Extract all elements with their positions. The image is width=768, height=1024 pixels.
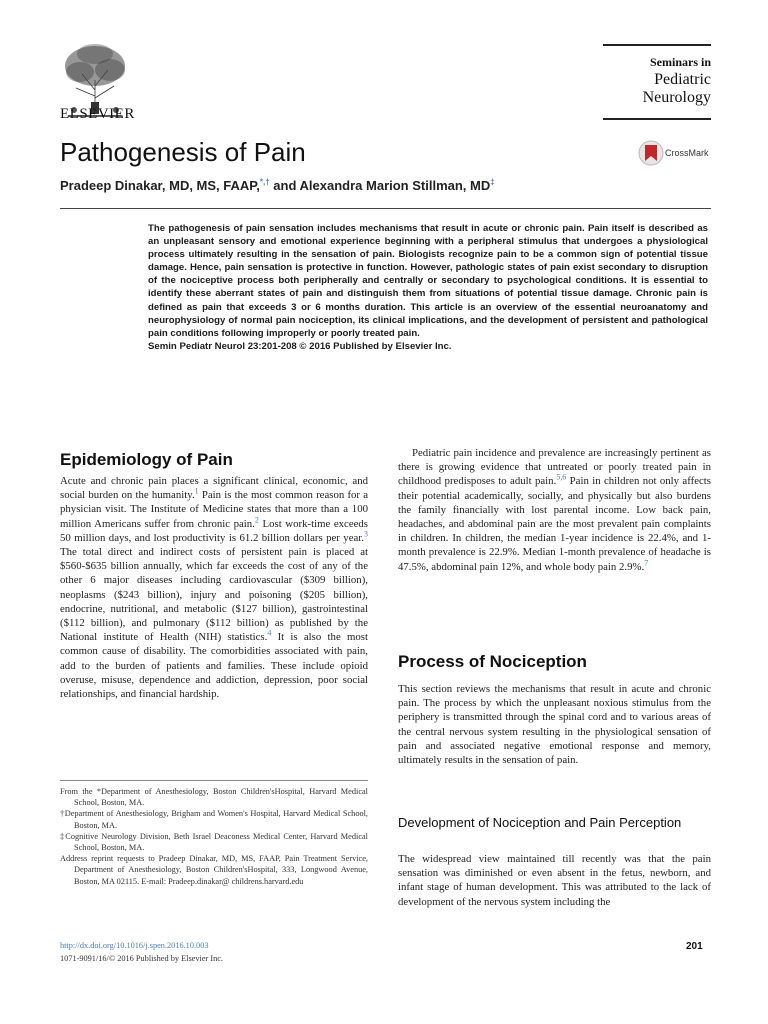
crossmark-label[interactable]: CrossMark (665, 148, 709, 158)
journal-line-3: Neurology (642, 89, 711, 106)
author-1: Pradeep Dinakar, MD, MS, FAAP, (60, 178, 260, 193)
reference-link-7[interactable]: 7 (644, 558, 649, 568)
reference-link-3[interactable]: 3 (364, 529, 368, 539)
footnote-affiliation-1: From the *Department of Anesthesiology, Boston Children'sHospital, Harvard Medical School, Boston, MA. (60, 787, 368, 808)
footnote-affiliation-2: †Department of Anesthesiology, Brigham and Women's Hospital, Harvard Medical School, Boston, MA. (60, 809, 368, 830)
text-run: It is also the most common cause of disability. The comorbidities associated with pain, add to the burden of patients and families. These include opioid overuse, misuse, dependence and addiction, depression, poor social relationships, and financial hardship. (60, 631, 368, 701)
footnote-divider (60, 780, 368, 781)
journal-masthead (603, 44, 711, 120)
footnotes (60, 786, 368, 887)
issn-line: 1071-9091/16/© 2016 Published by Elsevier Inc. (60, 954, 224, 963)
reference-link-5-6[interactable]: 5,6 (556, 472, 567, 482)
section-heading-epidemiology: Epidemiology of Pain (60, 450, 233, 469)
journal-line-2: Pediatric (654, 71, 711, 88)
development-paragraph: The widespread view maintained till recently was that the pain sensation was diminished or even absent in the fetus, newborn, and infant stage of human development. This was attributed to the lack of development of the nervous system including the (398, 853, 711, 908)
subsection-heading-development: Development of Nociception and Pain Perception (398, 815, 682, 830)
text-run: Pain is the most common reason for a physician visit. The Institute of Medicine states that more than a 100 million Americans suffer from chronic pain. (60, 489, 369, 530)
text-run: Acute and chronic pain places a significant clinical, economic, and social burden on the humanity. (60, 475, 368, 502)
text-run: The total direct and indirect costs of persistent pain is placed at $560-$635 billion annually, which far exceeds the cost of any of the other 6 major diseases including cardiovascular ($309 billion), neoplasms ($243 billion), injury and poisoning ($205 billion), endocrine, nutritional, and metabolic ($127 billion), gastrointestinal ($112 billion), and pulmonary ($112 billion) as published by the National institute of Health (NIH) statistics. (60, 546, 368, 644)
author-1-affiliation-marks[interactable]: *,† (259, 177, 270, 187)
footnote-affiliation-3: ‡Cognitive Neurology Division, Beth Israel Deaconess Medical Center, Harvard Medical School, Boston, MA. (60, 831, 368, 853)
journal-line-1: Seminars in (649, 55, 711, 69)
abstract-text: The pathogenesis of pain sensation includes mechanisms that result in acute or chronic pain. Pain itself is described as an unpleasant sensory and emotional experience beginning with a peripheral stimulus that undergoes a physiological process ultimately resulting in the sensation of pain. Biologists recognize pain to be a common sign of potential tissue damage. Hence, pain sensation is protective in function. However, pathologic states of pain exist secondary to disruption of the nociceptive process both peripherally and centrally or secondary to psychological conditions. It is essential to identify these aberrant states of pain and distinguish them from situations of potential tissue damage. Chronic pain is defined as pain that exceeds 3 or 6 months duration. This article is an overview of the essential neuroanatomy and neurophysiology of normal pain nociception, its clinical implications, and the development of persistent and pathological pain conditions following improperly or poorly treated pain. (148, 223, 708, 339)
epidemiology-paragraph (60, 474, 368, 701)
article-title: Pathogenesis of Pain (60, 137, 306, 167)
publisher-name: ELSEVIER (60, 106, 135, 122)
pediatric-pain-paragraph (398, 446, 711, 574)
reference-link-2[interactable]: 2 (254, 515, 259, 525)
reference-link-4[interactable]: 4 (267, 628, 272, 638)
page-number: 201 (686, 941, 703, 952)
citation: Semin Pediatr Neurol 23:201-208 © 2016 Published by Elsevier Inc. (148, 340, 452, 352)
author-2-affiliation-marks[interactable]: ‡ (490, 177, 495, 187)
abstract (148, 222, 708, 353)
nociception-paragraph: This section reviews the mechanisms that result in acute and chronic pain. The process by which the unpleasant noxious stimulus from the periphery is transmitted through the spinal cord and to various areas of the central nervous system resulting in the physiological sensation of pain and associated negative emotional response and memory, ultimately results in the sensation of pain. (398, 683, 711, 767)
section-heading-nociception: Process of Nociception (398, 652, 587, 671)
reference-link-1[interactable]: 1 (194, 486, 199, 496)
text-run: Pediatric pain incidence and prevalence are increasingly pertinent as there is growing evidence that untreated or poorly treated pain in childhood predisposes to adult pain. (398, 447, 711, 488)
text-run: Pain in children not only affects their potential academically, socially, and physically but also burdens the family financially with lost parental income. Low back pain, headaches, and abdominal pain are the most prevalent pain complaints in children. In children, the median 1-year incidence is 22.4%, and 1-month prevalence is 22.9%. Median 1-month prevalence of headache is 47.5%, abdominal pain 12%, and whole body pain 2.9%. (398, 475, 712, 573)
doi-link[interactable]: http://dx.doi.org/10.1016/j.spen.2016.10.003 (60, 941, 209, 950)
footnote-reprint-address: Address reprint requests to Pradeep Dinakar, MD, MS, FAAP, Pain Treatment Service, Department of Anesthesiology, Boston Children'sHospital, 333, Longwood Avenue, Boston, MA 02115. E-mail: Pradeep.dinakar@ childrens.harvard.edu (60, 854, 368, 886)
author-2: and Alexandra Marion Stillman, MD (269, 178, 491, 193)
text-run: Lost work-time exceeds 50 million days, and lost productivity is 61.2 billion dollars per year. (60, 517, 369, 544)
header-divider (60, 208, 711, 209)
author-line (60, 178, 495, 193)
